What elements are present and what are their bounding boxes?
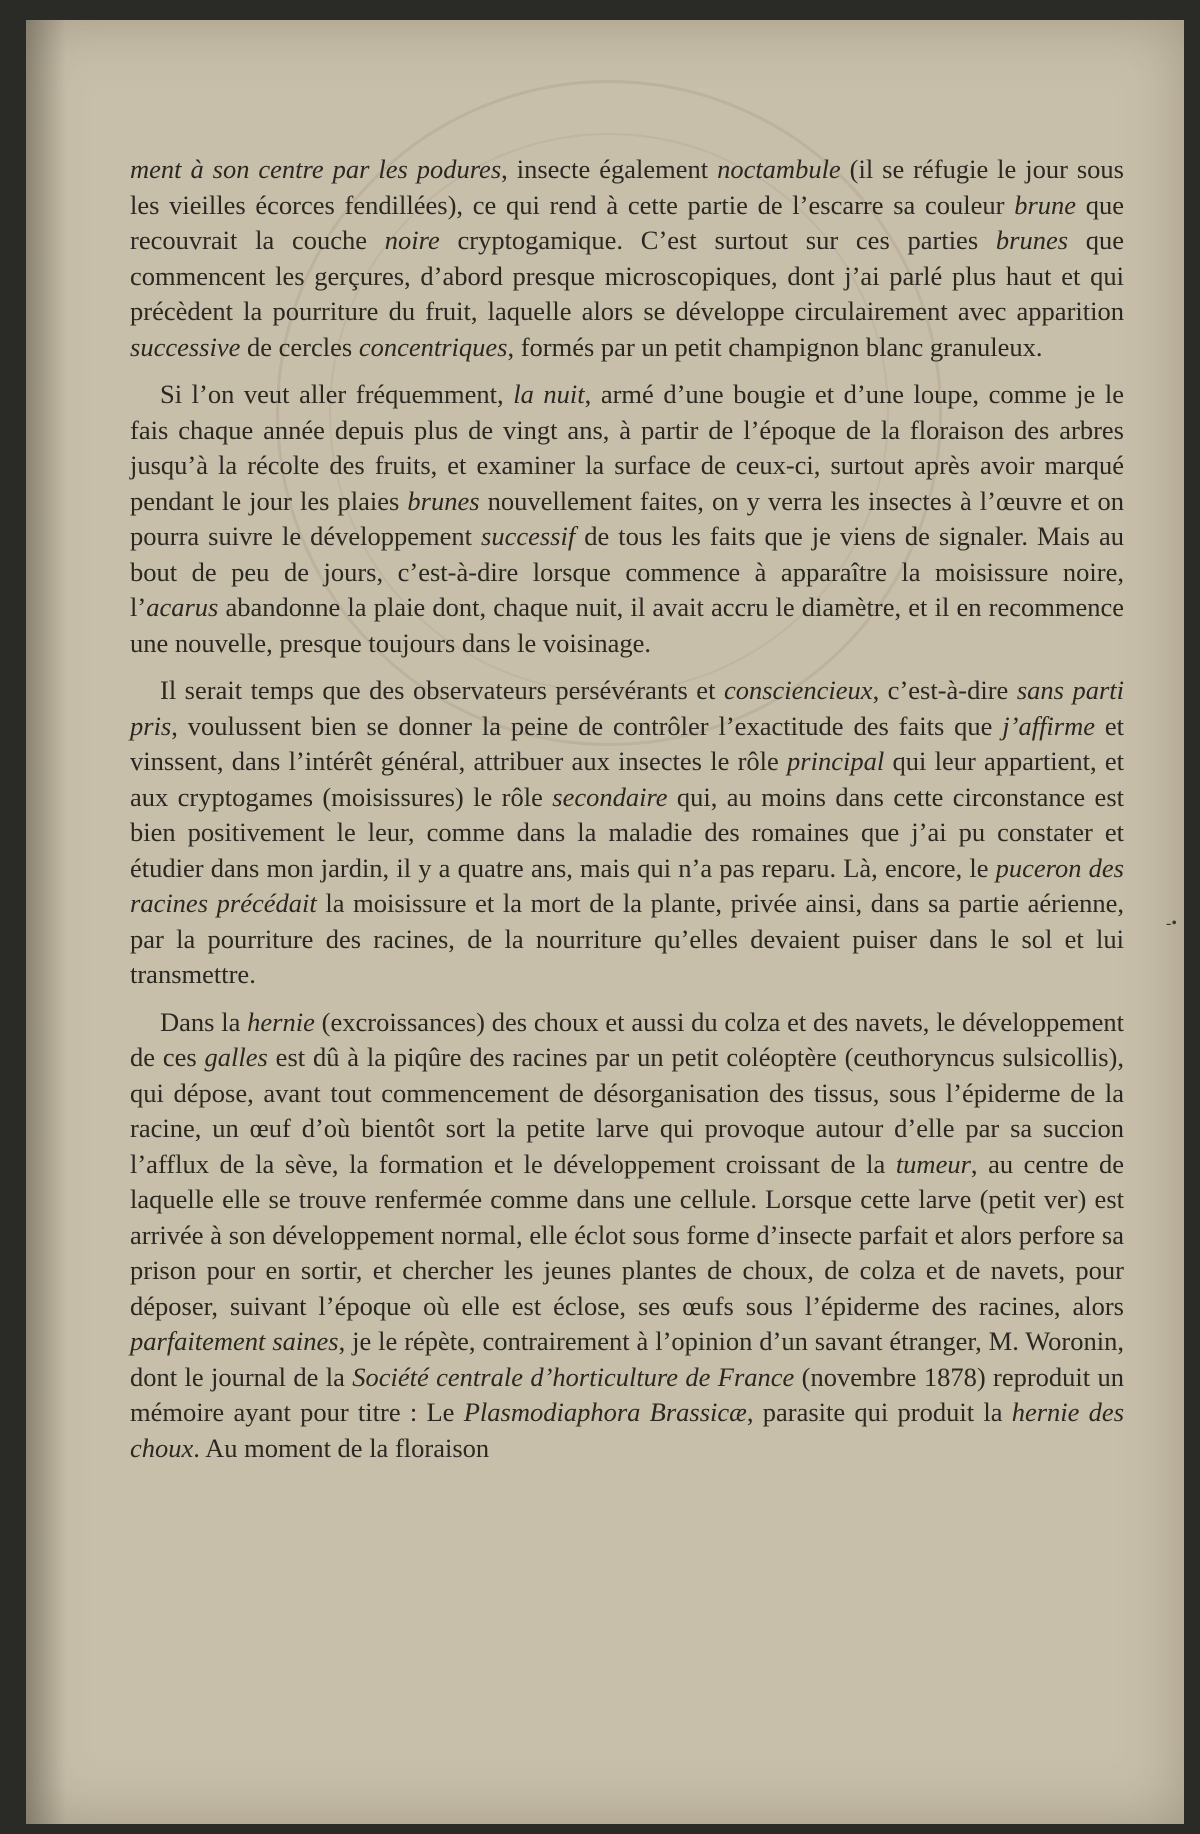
body-text [130, 152, 1124, 1478]
italic-run: concentriques [358, 331, 508, 362]
italic-run: brunes [995, 225, 1069, 255]
italic-run: tumeur [895, 1148, 971, 1179]
text-run: nouvellement faites, on y verra les insectes à l’œuvre et on pourra suivre le développement [130, 485, 1124, 551]
text-run: que recouvrait la couche [130, 189, 1125, 255]
margin-mark: -• [1166, 915, 1177, 932]
text-run: de tous les faits que je viens de signaler. Mais au bout de peu de jours, c’est-à-dire lorsque commence à apparaître la moisissure noire, l’ [130, 521, 1124, 622]
text-run: qui leur appartient, et aux cryptogames (moisissures) le rôle [130, 746, 1124, 812]
page-fold-shadow [26, 20, 66, 1824]
italic-run: noctambule [717, 154, 841, 184]
text-run: est dû à la piqûre des racines par un petit coléoptère (ceuthoryncus sulsicollis), qui dépose, avant tout commencement de désorganisation des tissus, sous l’épiderme de la racine, un œuf d’où bientôt sort la petite larve qui provoque autour d’elle par sa succion l’afflux de la sève, la formation et le développement croissant de la [130, 1042, 1124, 1179]
italic-run: Plasmodiaphora Brassicæ [463, 1397, 747, 1427]
text-run: , insecte également [501, 154, 718, 184]
text-run: la moisissure et la mort de la plante, privée ainsi, dans sa partie aérienne, par la pourriture des racines, de la nourriture qu’elles devaient puiser dans le sol et lui transmettre. [130, 888, 1124, 989]
text-run: Il serait temps que des observateurs persévérants et [160, 675, 724, 705]
italic-run: successif [481, 521, 576, 551]
italic-run: Société centrale d’horticulture de France [352, 1361, 795, 1392]
italic-run: la nuit [513, 379, 585, 409]
text-run: de cercles [240, 331, 359, 362]
text-run: (excroissances) des choux et aussi du colza et des navets, le développement de ces [130, 1006, 1124, 1072]
text-run: , c’est-à-dire [872, 675, 1017, 705]
paragraph-4 [130, 1005, 1124, 1467]
italic-run: ment à son centre par les podures [130, 154, 502, 184]
text-run: . Au moment de la floraison [193, 1432, 490, 1463]
text-run: , formés par un petit champignon blanc granuleux. [507, 331, 1043, 362]
italic-run: consciencieux [723, 675, 873, 705]
text-run: (novembre 1878) reproduit un mémoire ayant pour titre : Le [130, 1361, 1125, 1427]
paragraph-2 [130, 377, 1124, 661]
italic-run: principal [787, 746, 885, 776]
text-run: , armé d’une bougie et d’une loupe, comme je le fais chaque année depuis plus de vingt ans, à partir de l’époque de la floraison des arbres jusqu’à la récolte des fruits, et examiner la surface de ceux-ci, surtout après avoir marqué pendant le jour les plaies [130, 379, 1124, 516]
text-run: cryptogamique. C’est surtout sur ces parties [439, 225, 996, 255]
italic-run: brune [1014, 189, 1077, 220]
paragraph-1 [130, 152, 1124, 365]
scanned-page [26, 20, 1184, 1824]
italic-run: secondaire [552, 781, 668, 812]
italic-run: hernie [247, 1006, 315, 1037]
italic-run: noire [384, 225, 440, 255]
italic-run: sans parti pris [130, 675, 1124, 741]
paragraph-3 [130, 673, 1124, 993]
italic-run: j’affirme [1002, 710, 1096, 741]
text-run: Si l’on veut aller fréquemment, [160, 379, 514, 409]
text-run: et vinssent, dans l’intérêt général, attribuer aux insectes le rôle [130, 710, 1125, 776]
italic-run: hernie des choux [130, 1397, 1125, 1463]
text-run: (il se réfugie le jour sous les vieilles écorces fendillées), ce qui rend à cette partie de l’escarre sa couleur [130, 154, 1124, 220]
text-run: que commencent les gerçures, d’abord presque microscopiques, dont j’ai parlé plus haut et qui précèdent la pourriture du fruit, laquelle alors se développe circulairement avec apparition [130, 225, 1125, 326]
italic-run: galles [204, 1042, 268, 1072]
italic-run: successive [130, 331, 241, 362]
text-run: Dans la [160, 1006, 248, 1037]
text-run: , au centre de laquelle elle se trouve renfermée comme dans une cellule. Lorsque cette larve (petit ver) est arrivée à son développement normal, elle éclot sous forme d’insecte parfait et alors perfore sa prison pour en sortir, et chercher les jeunes plantes de choux, de colza et de navets, pour déposer, suivant l’époque où elle est éclose, ses œufs sous l’épiderme des racines, alors [130, 1148, 1124, 1321]
text-run: , parasite qui produit la [746, 1397, 1012, 1427]
text-run: , voulussent bien se donner la peine de contrôler l’exactitude des faits que [171, 710, 1003, 741]
text-run: , je le répète, contrairement à l’opinion d’un savant étranger, M. Woronin, dont le journal de la [130, 1326, 1124, 1392]
italic-run: brunes [407, 485, 480, 516]
italic-run: acarus [146, 592, 219, 622]
text-run: abandonne la plaie dont, chaque nuit, il avait accru le diamètre, et il en recommence une nouvelle, presque toujours dans le voisinage. [130, 592, 1124, 658]
italic-run: puceron des racines précédait [130, 852, 1124, 918]
italic-run: parfaitement saines [130, 1326, 339, 1356]
text-run: qui, au moins dans cette circonstance est bien positivement le leur, comme dans la maladie des romaines que j’ai pu constater et étudier dans mon jardin, il y a quatre ans, mais qui n’a pas reparu. Là, encore, le [130, 781, 1124, 883]
